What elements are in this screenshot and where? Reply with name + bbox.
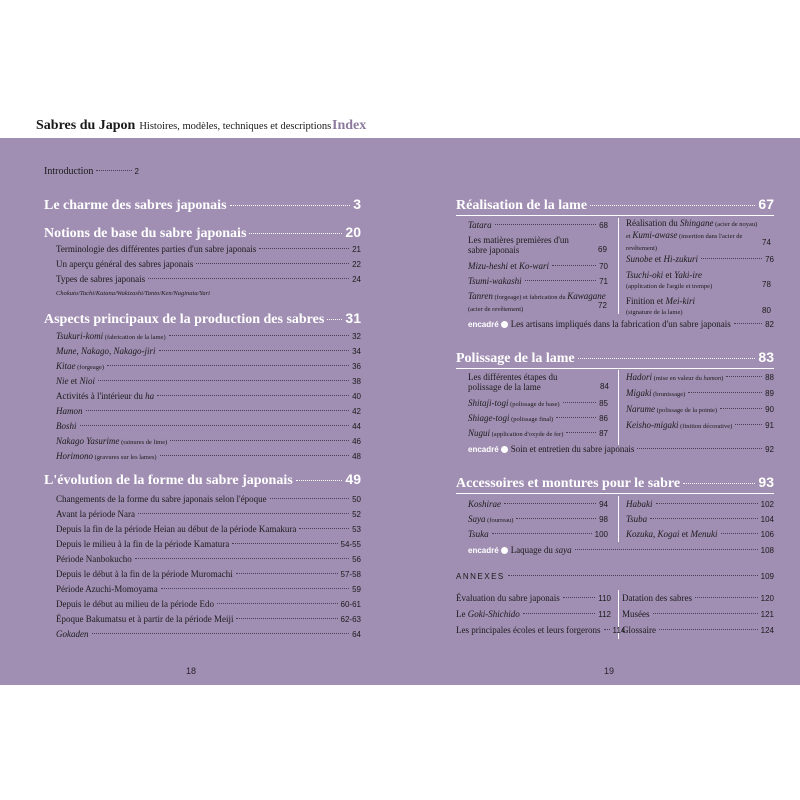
- encadre-tag: encadré: [468, 320, 499, 329]
- toc-entry[interactable]: Shitaji-togi (polissage de base) 85: [468, 398, 608, 408]
- toc-entry[interactable]: Mizu-heshi et Ko-wari 70: [468, 261, 608, 271]
- toc-entry[interactable]: Introduction 2: [44, 166, 139, 177]
- toc-entry[interactable]: Mune, Nakago, Nakago-jiri 34: [56, 346, 361, 356]
- toc-entry[interactable]: Depuis le début au milieu de la période Edo 60-61: [56, 599, 361, 609]
- encadre-entry[interactable]: encadré Laquage du saya 108: [468, 545, 774, 555]
- toc-entry[interactable]: Migaki (brunissage) 89: [626, 388, 774, 398]
- toc-entry-page: 84: [600, 382, 609, 391]
- section-title: Index: [332, 118, 367, 133]
- book-title: Sabres du Japon Histoires, modèles, techniques et descriptions: [36, 118, 332, 133]
- toc-entry[interactable]: Avant la période Nara 52: [56, 509, 361, 519]
- toc-entry-page: 78: [762, 280, 771, 289]
- toc-entry[interactable]: Glossaire 124: [622, 625, 774, 635]
- bullet-dot-icon: [501, 547, 508, 554]
- toc-entry-page: 80: [762, 306, 771, 315]
- column-divider: [618, 370, 619, 445]
- toc-entry[interactable]: Tatara 68: [468, 220, 608, 230]
- toc-entry[interactable]: Tsumi-wakashi 71: [468, 276, 608, 286]
- toc-entry[interactable]: Sunobe et Hi-zukuri 76: [626, 254, 774, 264]
- toc-section[interactable]: Accessoires et montures pour le sabre 93: [456, 474, 774, 491]
- toc-entry-page: 72: [598, 301, 607, 310]
- encadre-tag: encadré: [468, 445, 499, 454]
- column-divider: [618, 218, 619, 314]
- toc-entry[interactable]: Les principales écoles et leurs forgerons 114: [456, 625, 626, 635]
- running-header: [0, 118, 800, 138]
- column-divider: [618, 496, 619, 542]
- toc-entry[interactable]: Habaki 102: [626, 499, 774, 509]
- toc-entry[interactable]: Shiage-togi (polissage final) 86: [468, 413, 608, 423]
- toc-entry[interactable]: Gokaden 64: [56, 629, 361, 639]
- right-page-number: 19: [604, 666, 615, 676]
- bullet-dot-icon: [501, 321, 508, 328]
- toc-entry[interactable]: Koshirae 94: [468, 499, 608, 509]
- toc-entry[interactable]: Depuis la fin de la période Heian au début de la période Kamakura 53: [56, 524, 361, 534]
- toc-entry[interactable]: Les matières premières d'un sabre japonais: [468, 235, 569, 255]
- section-rule: [456, 215, 774, 216]
- toc-entry[interactable]: Hamon 42: [56, 406, 361, 416]
- toc-entry[interactable]: Horimono (gravures sur les lames) 48: [56, 451, 361, 461]
- toc-section[interactable]: Réalisation de la lame 67: [456, 196, 774, 213]
- encadre-entry[interactable]: encadré Les artisans impliqués dans la fabrication d'un sabre japonais 82: [468, 319, 774, 329]
- toc-entry[interactable]: Tsuchi-oki et Yaki-ire (application de l'argile et trempe): [626, 270, 713, 290]
- toc-entry[interactable]: Tsuba 104: [626, 514, 774, 524]
- toc-entry[interactable]: Narume (polissage de la pointe) 90: [626, 404, 774, 414]
- toc-entry[interactable]: Nakago Yasurime (rainures de lime) 46: [56, 436, 361, 446]
- toc-section[interactable]: Polissage de la lame 83: [456, 349, 774, 366]
- toc-section[interactable]: Notions de base du sabre japonais 20: [44, 224, 361, 241]
- toc-entry[interactable]: Terminologie des différentes parties d'un sabre japonais 21: [56, 244, 361, 254]
- toc-entry[interactable]: Changements de la forme du sabre japonais selon l'époque 50: [56, 494, 361, 504]
- toc-entry[interactable]: Depuis le début à la fin de la période Muromachi 57-58: [56, 569, 361, 579]
- toc-entry[interactable]: Tsuka 100: [468, 529, 608, 539]
- toc-entry[interactable]: Activités à l'intérieur du ha 40: [56, 391, 361, 401]
- toc-entry[interactable]: Un aperçu général des sabres japonais 22: [56, 259, 361, 269]
- left-page-number: 18: [186, 666, 197, 676]
- bullet-dot-icon: [501, 446, 508, 453]
- encadre-tag: encadré: [468, 546, 499, 555]
- toc-entry[interactable]: Les différentes étapes du polissage de la lame: [468, 372, 558, 392]
- encadre-entry[interactable]: encadré Soin et entretien du sabre japonais 92: [468, 444, 774, 454]
- toc-entry[interactable]: Saya (fourreau) 98: [468, 514, 608, 524]
- toc-entry[interactable]: Nie et Nioi 38: [56, 376, 361, 386]
- toc-entry[interactable]: Finition et Mei-kiri (signature de la lame): [626, 296, 696, 316]
- toc-entry[interactable]: Datation des sabres 120: [622, 593, 774, 603]
- toc-entry[interactable]: Période Azuchi-Momoyama 59: [56, 584, 361, 594]
- toc-entry[interactable]: Période Nanbokucho 56: [56, 554, 361, 564]
- toc-entry[interactable]: Depuis le milieu à la fin de la période Kamatura 54-55: [56, 539, 361, 549]
- toc-entry[interactable]: Nugui (application d'oxyde de fer) 87: [468, 428, 608, 438]
- toc-entry[interactable]: Le Goki-Shichido 112: [456, 609, 611, 619]
- toc-entry[interactable]: Évaluation du sabre japonais 110: [456, 593, 611, 603]
- book-subtitle: Histoires, modèles, techniques et descriptions: [139, 121, 332, 132]
- toc-entry[interactable]: Hadori (mise en valeur du hamon) 88: [626, 372, 774, 382]
- toc-entry[interactable]: Kozuka, Kogai et Menuki 106: [626, 529, 774, 539]
- toc-entry[interactable]: Époque Bakumatsu et à partir de la période Meiji 62-63: [56, 614, 361, 624]
- toc-entry-page: 69: [598, 245, 607, 254]
- toc-entry[interactable]: Tanren (forgeage) et fabrication du Kawagane (acier de revêtement): [468, 291, 606, 313]
- section-rule: [456, 368, 774, 369]
- section-rule: [456, 493, 774, 494]
- toc-entry[interactable]: Types de sabres japonais 24: [56, 274, 361, 284]
- index-spread: [0, 138, 800, 685]
- toc-section-annexes[interactable]: ANNEXES 109: [456, 572, 774, 581]
- sword-types-list: Chokuto/Tachi/Katana/Wakizashi/Tanto/Ken/Naginata/Yari: [56, 290, 210, 297]
- toc-section[interactable]: L'évolution de la forme du sabre japonais 49: [44, 471, 361, 488]
- toc-entry[interactable]: Boshi 44: [56, 421, 361, 431]
- toc-entry[interactable]: Tsukuri-komi (fabrication de la lame) 32: [56, 331, 361, 341]
- toc-section[interactable]: Le charme des sabres japonais 3: [44, 196, 361, 213]
- toc-entry[interactable]: Keisho-migaki (finition décorative) 91: [626, 420, 774, 430]
- toc-entry-page: 74: [762, 238, 771, 247]
- toc-entry[interactable]: Réalisation du Shingane (acier de noyau) et Kumi-awase (insertion dans l'acier de revêtement): [626, 218, 758, 252]
- toc-entry[interactable]: Kitae (forgeage) 36: [56, 361, 361, 371]
- toc-section[interactable]: Aspects principaux de la production des sabres 31: [44, 310, 361, 327]
- toc-entry[interactable]: Musées 121: [622, 609, 774, 619]
